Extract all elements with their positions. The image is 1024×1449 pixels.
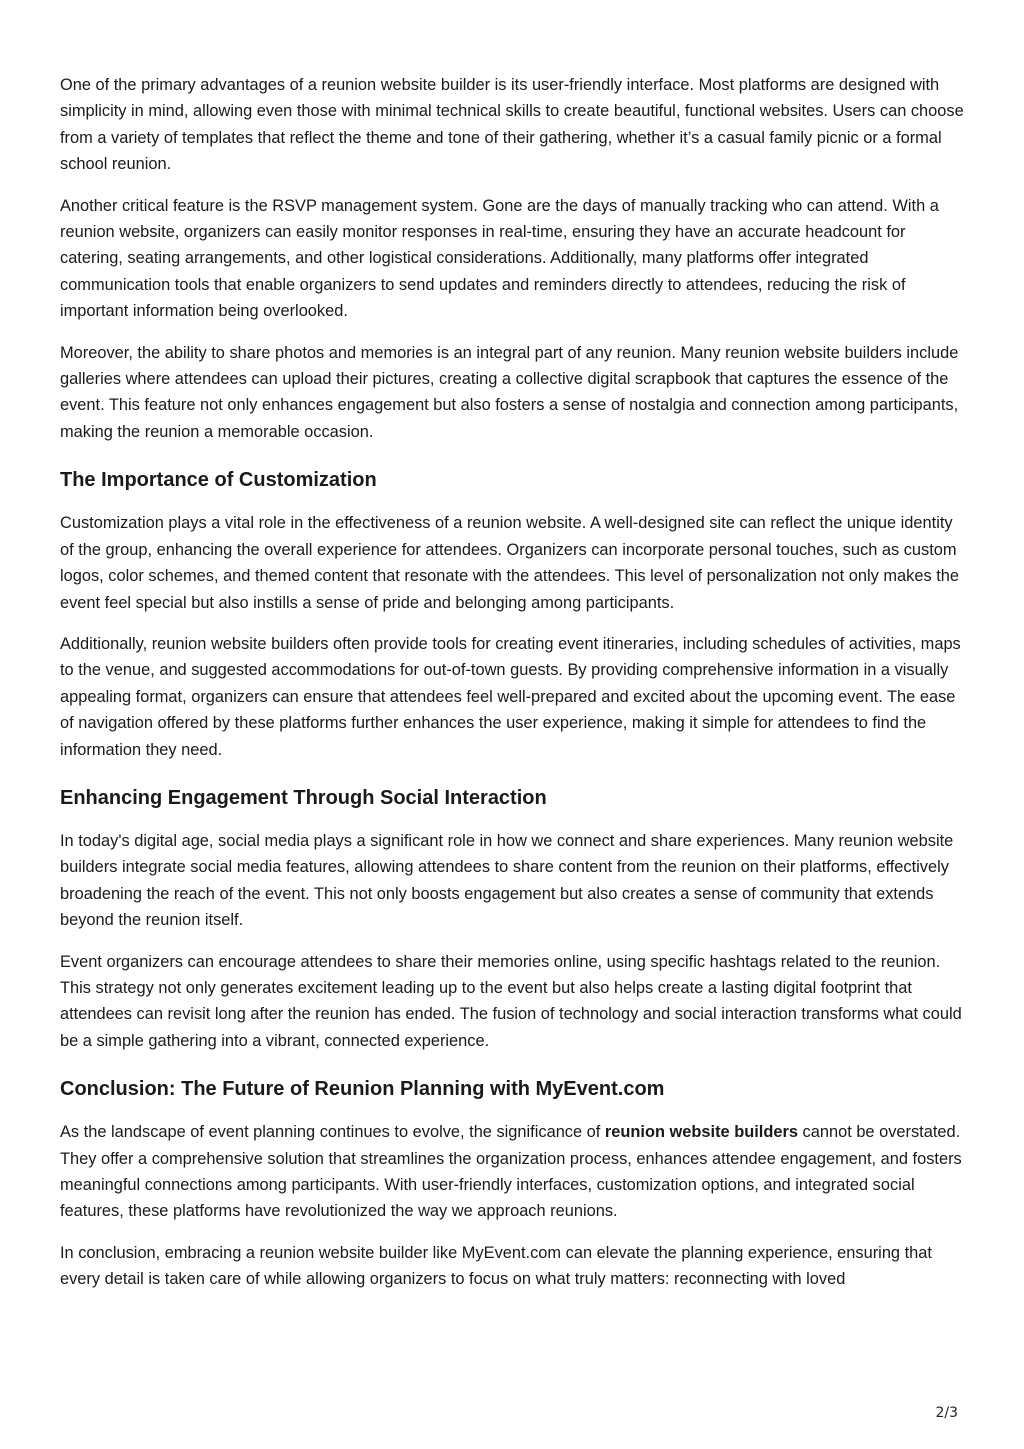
paragraph-social-media: In today's digital age, social media plays a significant role in how we connect and share experiences. Many reunion website builders integrate social media features, allowing attendees to share content from the reunion on their platforms, effectively broadening the reach of the event. This not only boosts engagement but also creates a sense of community that extends beyond the reunion itself. — [60, 831, 954, 930]
heading-conclusion: Conclusion: The Future of Reunion Planning with MyEvent.com — [60, 1078, 665, 1101]
paragraph-rsvp-management: Another critical feature is the RSVP management system. Gone are the days of manually tracking who can attend. With a reunion website, organizers can easily monitor responses in real-time, ensuring they have an accurate headcount for catering, seating arrangements, and other logistical considerations. Additionally, many platforms offer integrated communication tools that enable organizers to send updates and reminders directly to attendees, reducing the risk of important information being overlooked. — [60, 196, 939, 321]
heading-importance-of-customization: The Importance of Customization — [60, 469, 377, 492]
paragraph-landscape-start: As the landscape of event planning continues to evolve, the significance of — [60, 1123, 605, 1142]
paragraph-hashtags: Event organizers can encourage attendees to share their memories online, using specific hashtags related to the reunion. This strategy not only generates excitement leading up to the event but also helps create a lasting digital footprint that attendees can revisit long after the reunion has ended. The fusion of technology and social interaction transforms what could be a simple gathering into a vibrant, connected experience. — [60, 952, 962, 1050]
paragraph-landscape-end: cannot be overstated. They offer a comprehensive solution that streamlines the organization process, enhances attendee engagement, and fosters meaningful connections among participants. With user-friendly interfaces, customization options, and integrated social features, these platforms have revolutionized the way we approach reunions. — [60, 1123, 962, 1221]
paragraph-in-conclusion: In conclusion, embracing a reunion website builder like MyEvent.com can elevate the planning experience, ensuring that every detail is taken care of while allowing organizers to focus on what truly matters: reconnecting with loved — [60, 1243, 932, 1289]
paragraph-user-friendly-interface: One of the primary advantages of a reunion website builder is its user-friendly interface. Most platforms are designed with simplicity in mind, allowing even those with minimal technical skills to create beautiful, functional websites. Users can choose from a variety of templates that reflect the theme and tone of their gathering, whether it’s a casual family picnic or a formal school reunion. — [60, 76, 964, 174]
paragraph-photos-memories: Moreover, the ability to share photos and memories is an integral part of any reunion. Many reunion website builders include galleries where attendees can upload their pictures, creating a collective digital scrapbook that captures the essence of the event. This feature not only enhances engagement but also fosters a sense of nostalgia and connection among participants, making the reunion a memorable occasion. — [60, 343, 959, 441]
page-number: 2/3 — [935, 1405, 958, 1421]
heading-social-interaction: Enhancing Engagement Through Social Interaction — [60, 786, 547, 809]
paragraph-landscape — [60, 1119, 970, 1225]
document-body — [60, 72, 970, 1308]
paragraph-customization: Customization plays a vital role in the effectiveness of a reunion website. A well-designed site can reflect the unique identity of the group, enhancing the overall experience for attendees. Organizers can incorporate personal touches, such as custom logos, color schemes, and themed content that resonate with the attendees. This level of personalization not only makes the event feel special but also instills a sense of pride and belonging among participants. — [60, 514, 959, 612]
paragraph-event-itineraries: Additionally, reunion website builders often provide tools for creating event itineraries, including schedules of activities, maps to the venue, and suggested accommodations for out-of-town guests. By providing comprehensive information in a visually appealing format, organizers can ensure that attendees feel well-prepared and excited about the upcoming event. The ease of navigation offered by these platforms further enhances the user experience, making it simple for attendees to find the information they need. — [60, 634, 961, 759]
bold-keyword: reunion website builders — [604, 1123, 798, 1142]
